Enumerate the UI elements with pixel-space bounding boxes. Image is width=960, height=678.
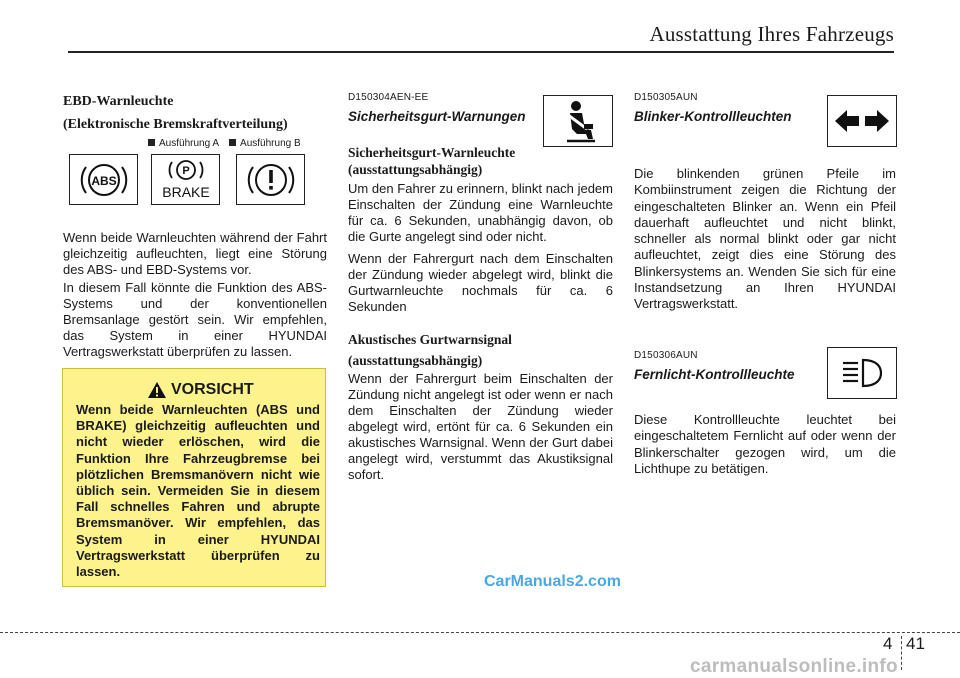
brake-exclamation-icon bbox=[236, 154, 305, 205]
abs-warning-icon bbox=[69, 154, 138, 205]
seatbelt-chime-heading-sub: (ausstattungsabhängig) bbox=[348, 353, 483, 368]
seatbelt-paragraph-3: Wenn der Fahrergurt beim Einschalten der Zündung nicht angelegt ist oder wenn er nach dem Einschalten der Zündung wieder abgelegt wird, ertönt für ca. 6 Sekunden ein akustisches Warnsignal. Wenn der Gurt dabei angelegt wird, verstummt das Akustiksignal sofort. bbox=[348, 371, 613, 482]
brake-warning-icon bbox=[151, 154, 220, 205]
abs-icon-text: ABS bbox=[90, 173, 117, 188]
version-b-label: Ausführung B bbox=[240, 138, 301, 149]
seatbelt-title: Sicherheitsgurt-Warnungen bbox=[348, 109, 526, 124]
high-beam-paragraph: Diese Kontrollleuchte leuchtet bei eingeschaltetem Fernlicht auf oder wenn der Blinkerschalter gezogen wird, um die Lichthupe zu betätigen. bbox=[634, 412, 896, 476]
seatbelt-code: D150304AEN-EE bbox=[348, 92, 429, 103]
high-beam-title: Fernlicht-Kontrollleuchte bbox=[634, 367, 795, 382]
ebd-paragraph-1: Wenn beide Warnleuchten während der Fahrt gleichzeitig aufleuchten, liegt eine Störung des ABS- und EBD-Systems vor. bbox=[63, 230, 327, 277]
high-beam-icon bbox=[827, 347, 897, 399]
seatbelt-light-heading: Sicherheitsgurt-Warnleuchte bbox=[348, 145, 516, 160]
ebd-heading: EBD-Warnleuchte bbox=[63, 94, 174, 109]
turn-signal-code: D150305AUN bbox=[634, 92, 698, 103]
seatbelt-icon bbox=[543, 95, 613, 147]
high-beam-code: D150306AUN bbox=[634, 350, 698, 361]
watermark-link[interactable]: CarManuals2.com bbox=[484, 573, 621, 590]
warning-triangle-icon bbox=[147, 381, 167, 399]
version-a-label: Ausführung A bbox=[159, 138, 220, 149]
chapter-number: 4 bbox=[883, 634, 893, 653]
brake-icon-text: BRAKE bbox=[161, 183, 210, 200]
seatbelt-section bbox=[348, 92, 613, 483]
caution-box bbox=[62, 368, 326, 587]
page-separator bbox=[901, 636, 902, 670]
ebd-heading-sub: (Elektronische Bremskraftverteilung) bbox=[63, 117, 288, 132]
bottom-watermark: carmanualsonline.info bbox=[690, 656, 898, 677]
seatbelt-paragraph-1: Um den Fahrer zu erinnern, blinkt nach jedem Einschalten der Zündung eine Warnleuchte für ca. 6 Sekunden, unabhängig davon, ob die Gurte angelegt sind oder nicht. bbox=[348, 181, 613, 244]
seatbelt-chime-heading: Akustisches Gurtwarnsignal bbox=[348, 332, 512, 347]
page-number: 41 bbox=[906, 634, 925, 653]
brake-icon-p: P bbox=[181, 164, 190, 177]
version-legend bbox=[148, 138, 301, 149]
turn-signal-arrows-icon bbox=[827, 95, 897, 147]
turn-signal-paragraph: Die blinkenden grünen Pfeile im Kombiinstrument zeigen die Richtung der eingeschalteten Blinker an. Wenn ein Pfeil dauerhaft aufleuchtet und nicht blinkt, schneller als normal blinkt oder gar nicht aufleuchtet, zeigt dies eine Störung des Blinkersystems an. Wenden Sie sich für eine Instandsetzung an Ihren HYUNDAI Vertragswerkstatt. bbox=[634, 166, 896, 312]
seatbelt-light-heading-sub: (ausstattungsabhängig) bbox=[348, 162, 483, 177]
turn-signal-title: Blinker-Kontrollleuchten bbox=[634, 109, 792, 124]
header-rule bbox=[68, 51, 894, 53]
footer-rule bbox=[0, 632, 960, 633]
caution-text: Wenn beide Warnleuchten (ABS und BRAKE) gleichzeitig aufleuchten und nicht wieder erlöschen, wird die Funktion Ihre Fahrzeugbremse bei plötzlichen Bremsmanövern nicht wie üblich sein. Vermeiden Sie in diesem Fall schnelles Fahren und abrupte Bremsmanöver. Wir empfehlen, das System in einer HYUNDAI Vertragswerkstatt überprüfen zu lassen. bbox=[76, 402, 320, 580]
ebd-paragraph-2: In diesem Fall könnte die Funktion des ABS-Systems und der konventionellen Bremsanlage gestört sein. Wir empfehlen, das System in einer HYUNDAI Vertragswerkstatt überprüfen zu lassen. bbox=[63, 280, 327, 359]
page-title: Ausstattung Ihres Fahrzeugs bbox=[649, 22, 894, 46]
ebd-section bbox=[63, 92, 327, 135]
caution-title: VORSICHT bbox=[171, 381, 254, 398]
seatbelt-paragraph-2: Wenn der Fahrergurt nach dem Einschalten der Zündung wieder abgelegt wird, blinkt die Gurtwarnleuchte nochmals für ca. 6 Sekunden bbox=[348, 251, 613, 314]
